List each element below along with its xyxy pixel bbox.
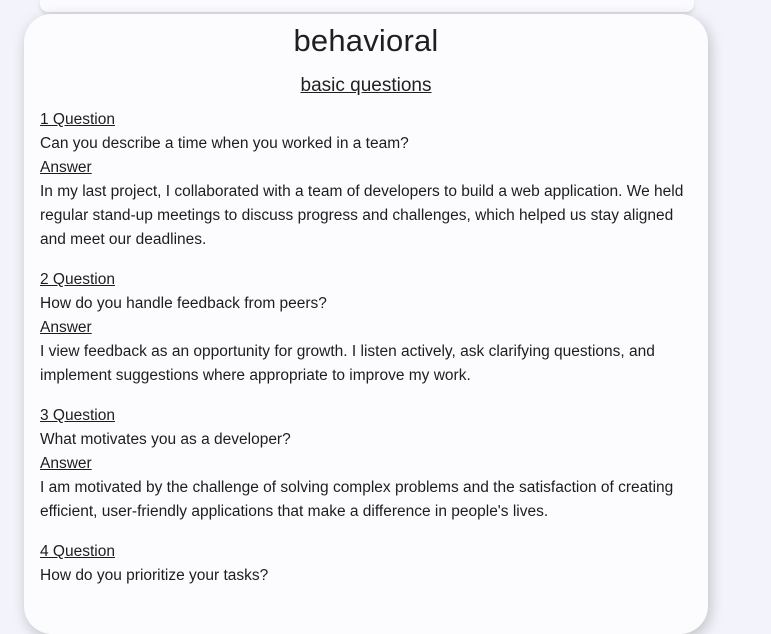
question-text: What motivates you as a developer? bbox=[40, 431, 291, 448]
background-card-edge bbox=[40, 0, 694, 12]
answer-text: In my last project, I collaborated with a team of developers to build a web application. We held regular stand-up meetings to discuss progress and challenges, which helped us stay aligned and meet our deadlines. bbox=[40, 183, 684, 248]
qa-list bbox=[40, 108, 692, 588]
qa-item-4 bbox=[40, 540, 692, 588]
question-text: Can you describe a time when you worked in a team? bbox=[40, 135, 409, 152]
answer-label[interactable]: Answer bbox=[40, 455, 92, 472]
section-subtitle[interactable]: basic questions bbox=[300, 75, 432, 96]
answer-label[interactable]: Answer bbox=[40, 159, 92, 176]
question-label[interactable]: 3 Question bbox=[40, 407, 115, 424]
qa-item-1 bbox=[40, 108, 692, 252]
behavioral-card bbox=[24, 14, 708, 634]
question-label[interactable]: 1 Question bbox=[40, 111, 115, 128]
page-title: behavioral bbox=[293, 23, 439, 58]
answer-label[interactable]: Answer bbox=[40, 319, 92, 336]
answer-text: I view feedback as an opportunity for growth. I listen actively, ask clarifying questions, and implement suggestions where appropriate to improve my work. bbox=[40, 343, 655, 384]
question-text: How do you prioritize your tasks? bbox=[40, 567, 269, 584]
answer-text: I am motivated by the challenge of solving complex problems and the satisfaction of creating efficient, user-friendly applications that make a difference in people's lives. bbox=[40, 479, 674, 520]
question-label[interactable]: 2 Question bbox=[40, 271, 115, 288]
question-label[interactable]: 4 Question bbox=[40, 543, 115, 560]
question-text: How do you handle feedback from peers? bbox=[40, 295, 327, 312]
qa-item-3 bbox=[40, 404, 692, 524]
qa-item-2 bbox=[40, 268, 692, 388]
